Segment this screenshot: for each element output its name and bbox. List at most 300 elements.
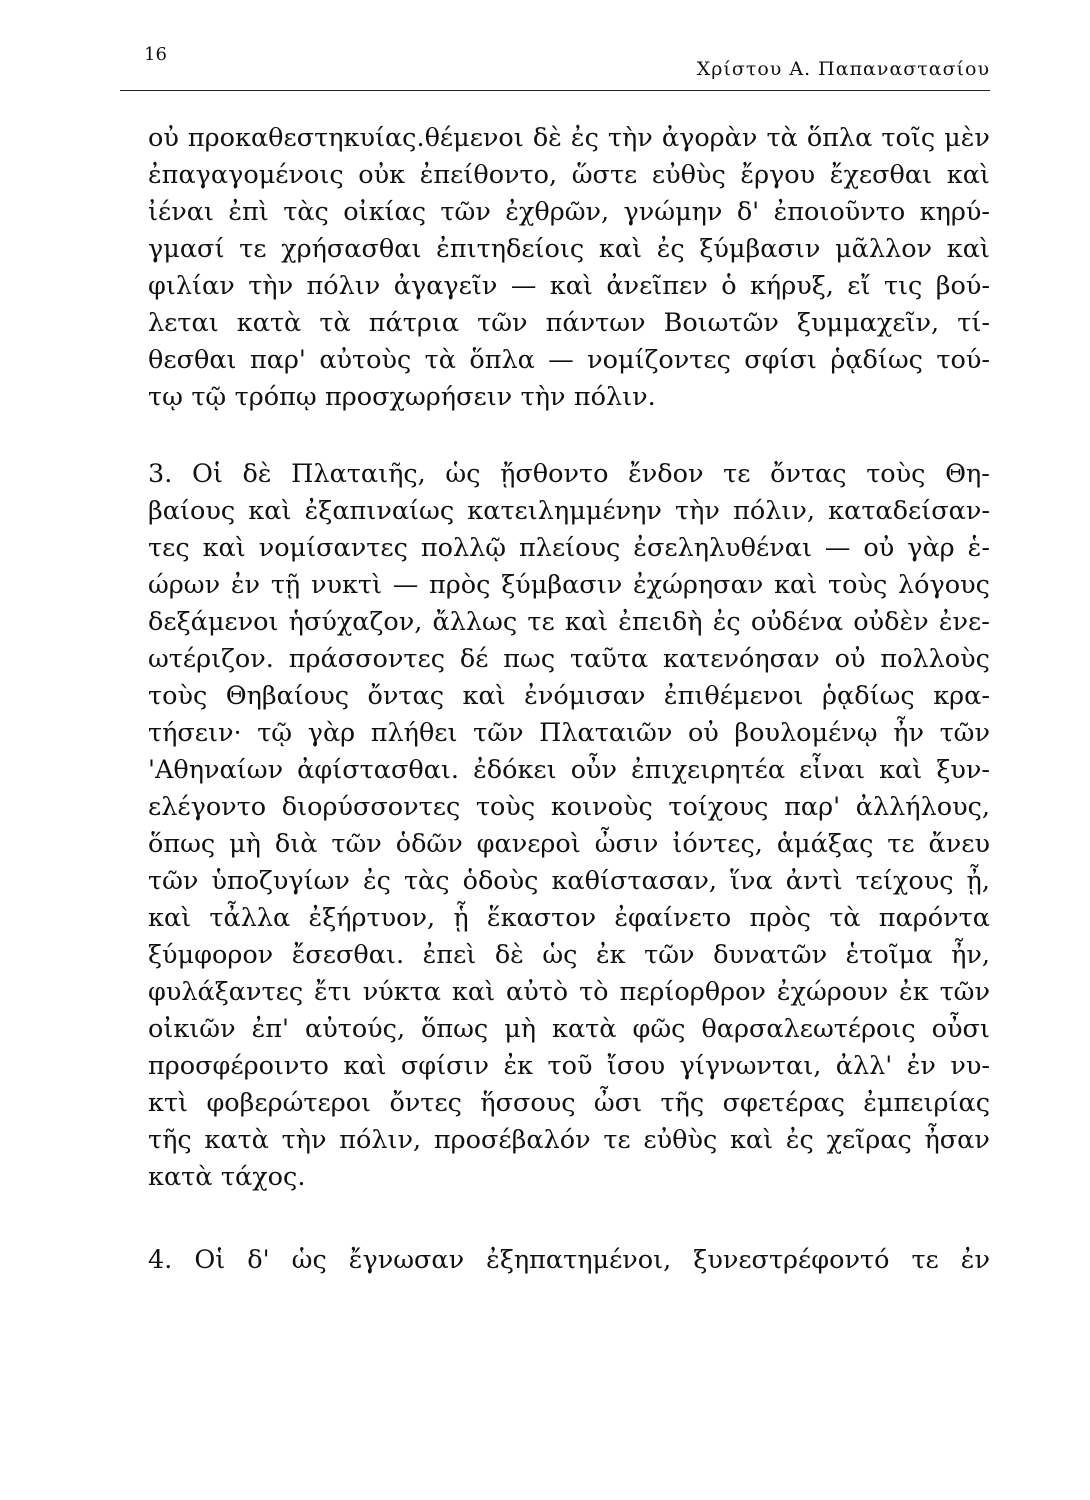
word: γὰρ: [907, 533, 955, 563]
word: προσέβαλόν: [433, 1125, 591, 1155]
word: κηρύ-: [919, 197, 990, 227]
text-line: [148, 379, 990, 416]
word: τὴν: [248, 271, 294, 301]
word: ἐς: [570, 123, 599, 153]
word: πόλιν,: [733, 496, 815, 526]
word: τὰ: [766, 123, 798, 153]
word: ἐνε-: [938, 607, 990, 637]
word: καὶ: [451, 977, 496, 1007]
word: ὦσιν: [594, 829, 659, 859]
word: ὡς: [542, 940, 578, 970]
word: ἐπείθοντο,: [419, 160, 558, 190]
word: ἐχώρουν: [776, 977, 889, 1007]
word: οὖν: [570, 755, 618, 785]
text-line: [148, 678, 990, 715]
word: τῶν: [644, 940, 695, 970]
word: ὁ: [721, 271, 737, 301]
word: 4.: [148, 1245, 173, 1275]
text-line: [148, 194, 990, 231]
word: ὡς: [445, 459, 481, 489]
paragraph: [148, 1242, 990, 1279]
word: χεῖρας: [826, 1125, 912, 1155]
word: ἔτι: [314, 977, 352, 1007]
word: κατενόησαν: [663, 644, 820, 674]
word: ἀνεῖπεν: [606, 271, 708, 301]
word: ἐνόμισαν: [524, 681, 646, 711]
text-line: [148, 157, 990, 194]
word: ἥσσους: [480, 1088, 576, 1118]
word: Πλαταιῶν: [539, 718, 673, 748]
word: κατὰ: [236, 308, 302, 338]
word: προσχωρήσειν: [325, 382, 513, 412]
paragraph-gap: [148, 416, 990, 456]
word: ὅπλα: [806, 123, 873, 153]
word: τὴν: [281, 1125, 327, 1155]
word: αὐτοὺς: [319, 345, 412, 375]
word: φοβερώτεροι: [206, 1088, 372, 1118]
word: τε: [723, 459, 751, 489]
word: ἑ-: [967, 533, 990, 563]
word: ᾔσθοντο: [500, 459, 609, 489]
word: ξύμβασιν: [699, 234, 821, 264]
word: δέ: [459, 644, 489, 674]
word: ἐσεληλυθέναι: [633, 533, 812, 563]
word: τοὺς: [148, 681, 208, 711]
word: ὁδοὺς: [462, 866, 539, 896]
word: διὰ: [274, 829, 318, 859]
word: ώρων: [148, 570, 221, 600]
word: νομίζοντες: [587, 345, 731, 375]
word: ἐξαπιναίως: [304, 496, 455, 526]
text-line: [148, 937, 990, 974]
word: καὶ: [598, 234, 643, 264]
word: τὰ: [829, 903, 861, 933]
word: τῇ: [270, 570, 301, 600]
paragraph: [148, 456, 990, 1196]
word: ἦσαν: [924, 1125, 990, 1155]
word: αὐτὸ: [505, 977, 569, 1007]
word: φανεροὶ: [476, 829, 581, 859]
word: κοινοὺς: [550, 792, 653, 822]
word: ἦν,: [951, 940, 990, 970]
word: τε: [603, 1125, 631, 1155]
word: γίγνωνται,: [679, 1051, 822, 1081]
word: θαρσαλεωτέροις: [701, 1014, 916, 1044]
word: τε: [527, 607, 555, 637]
word: ἕκαστον: [486, 903, 597, 933]
word: ἐπὶ: [228, 197, 269, 227]
word: ἐπιτηδείοις: [436, 234, 585, 264]
word: ἔγνωσαν: [348, 1245, 465, 1275]
word: 'Αθηναίων: [148, 755, 284, 785]
word: τού-: [936, 345, 990, 375]
word: ξύμβασιν: [501, 570, 623, 600]
word: ἐξηπατημένοι,: [486, 1245, 672, 1275]
word: τὸ: [579, 977, 609, 1007]
text-line: [148, 120, 990, 157]
word: ἐφαίνετο: [614, 903, 732, 933]
word: καταδείσαν-: [828, 496, 990, 526]
text-line: [148, 1048, 990, 1085]
word: πόλιν,: [339, 1125, 422, 1155]
word: δ': [247, 1245, 270, 1275]
word: ἀγορὰν: [661, 123, 758, 153]
paragraph: [148, 120, 990, 416]
word: τοῖς: [881, 123, 936, 153]
word: λεται: [148, 308, 219, 338]
word: πλήθει: [370, 718, 458, 748]
text-line: [148, 493, 990, 530]
word: Βοιωτῶν: [663, 308, 779, 338]
text-line: [148, 900, 990, 937]
word: κατὰ: [148, 1162, 213, 1192]
word: τὰ: [424, 345, 456, 375]
page-number: 16: [144, 44, 167, 65]
word: Οἱ: [191, 459, 223, 489]
word: ἐκ: [899, 977, 929, 1007]
text-line: [148, 342, 990, 379]
word: πάντων: [545, 308, 646, 338]
word: τί-: [957, 308, 990, 338]
text-line: [148, 1011, 990, 1048]
word: νυκτὶ: [310, 570, 383, 600]
word: ἰέναι: [148, 197, 214, 227]
word: ἐχθρῶν,: [505, 197, 610, 227]
word: πάτρια: [368, 308, 460, 338]
word: κατὰ: [204, 1125, 269, 1155]
word: οἰκίας: [343, 197, 427, 227]
word: καὶ: [148, 903, 192, 933]
word: σφίσιν: [400, 1051, 490, 1081]
word: εὐθὺς: [643, 1125, 718, 1155]
word: πόλιν.: [573, 382, 656, 412]
word: σφίσι: [744, 345, 817, 375]
word: ἔχεσθαι: [829, 160, 933, 190]
word: τοίχους: [668, 792, 769, 822]
word: τῶν: [939, 718, 990, 748]
word: ἐδόκει: [473, 755, 557, 785]
word: τῷ: [257, 718, 293, 748]
word: τὴν: [675, 496, 720, 526]
word: δυνατῶν: [713, 940, 828, 970]
word: καθίστασαν,: [551, 866, 717, 896]
word: προσφέροιντο: [148, 1051, 329, 1081]
word: κτὶ: [148, 1088, 189, 1118]
word: Οἱ: [194, 1245, 226, 1275]
word: ἀγαγεῖν: [393, 271, 498, 301]
word: οὐ: [148, 123, 179, 153]
word: ἀντὶ: [785, 866, 843, 896]
word: ἡσύχαζον,: [288, 607, 423, 637]
word: καὶ: [879, 755, 923, 785]
word: ἐπιχειρητέα: [631, 755, 786, 785]
word: πολλοὺς: [880, 644, 990, 674]
word: εἴ: [847, 271, 871, 301]
word: καὶ: [564, 607, 609, 637]
word: ἐν: [906, 1051, 936, 1081]
word: νομίσαντες: [258, 533, 408, 563]
word: παρ': [249, 345, 306, 375]
word: πολλῷ: [420, 533, 507, 563]
word: λόγους: [898, 570, 990, 600]
word: ῥᾳδίως: [830, 345, 923, 375]
word: ἔργου: [740, 160, 816, 190]
word: ἐν: [230, 570, 261, 600]
word: οὖσι: [931, 1014, 990, 1044]
word: γνώμην: [623, 197, 723, 227]
word: κρα-: [933, 681, 990, 711]
word: ωτέριζον.: [148, 644, 274, 674]
word: —: [392, 570, 419, 600]
word: ἄνευ: [928, 829, 990, 859]
text-line: [148, 1085, 990, 1122]
word: τῶν: [331, 829, 382, 859]
word: τοὺς: [475, 792, 536, 822]
text-line: [148, 231, 990, 268]
word: ἦν: [893, 718, 924, 748]
word: ἀλλήλους,: [855, 792, 990, 822]
word: ἑτοῖμα: [845, 940, 933, 970]
word: πράσσοντες: [288, 644, 445, 674]
word: κήρυξ,: [749, 271, 834, 301]
word: Θηβαίους: [225, 681, 350, 711]
word: οὐ: [687, 718, 719, 748]
word: τῶν: [477, 308, 528, 338]
word: ἔσεσθαι.: [291, 940, 405, 970]
word: βουλομένῳ: [734, 718, 878, 748]
word: ἐς: [362, 866, 391, 896]
word: διορύσσοντες: [281, 792, 461, 822]
word: ξύμφορον: [148, 940, 274, 970]
word: ἵνα: [729, 866, 773, 896]
word: καὶ: [248, 496, 292, 526]
word: ὑποζυγίων: [211, 866, 350, 896]
word: οὐκ: [358, 160, 406, 190]
word: τοὺς: [866, 459, 926, 489]
word: βαίους: [148, 496, 236, 526]
word: ἐπεὶ: [422, 940, 477, 970]
word: Θη-: [945, 459, 990, 489]
word: ταῦτα: [570, 644, 649, 674]
word: ἄλλως: [432, 607, 518, 637]
word: τις: [883, 271, 923, 301]
running-head: Χρίστου Α. Παπαναστασίου: [696, 58, 990, 80]
word: ἁμάξας: [776, 829, 874, 859]
text-line: [148, 863, 990, 900]
word: κατειλημμένην: [467, 496, 662, 526]
word: μᾶλλον: [835, 234, 933, 264]
word: πλείους: [519, 533, 621, 563]
word: τείχους: [855, 866, 954, 896]
word: μὴ: [229, 829, 261, 859]
word: καὶ: [343, 1051, 387, 1081]
word: ὅπλα: [469, 345, 535, 375]
word: ξυμμαχεῖν,: [796, 308, 940, 338]
word: θεσθαι: [148, 345, 237, 375]
text-line: [148, 826, 990, 863]
word: τε: [911, 1245, 939, 1275]
word: χρήσασθαι: [281, 234, 422, 264]
word: τῳ: [148, 382, 183, 412]
word: τὴν: [607, 123, 653, 153]
word: περίορθρον: [619, 977, 766, 1007]
word: οἰκιῶν: [148, 1014, 236, 1044]
word: —: [510, 271, 537, 301]
text-line: [148, 305, 990, 342]
word: ξυν-: [936, 755, 990, 785]
word: καὶ: [202, 533, 246, 563]
word: ἐς: [712, 607, 741, 637]
word: τῷ: [191, 382, 227, 412]
word: γὰρ: [307, 718, 356, 748]
word: Πλαταιῆς,: [291, 459, 426, 489]
word: καὶ: [729, 1125, 774, 1155]
word: φῶς: [632, 1014, 686, 1044]
word: τῶν: [440, 197, 491, 227]
word: δὲ: [532, 123, 562, 153]
word: ὅπως: [421, 1014, 489, 1044]
word: οὐδὲν: [853, 607, 929, 637]
word: παρ': [784, 792, 841, 822]
word: τὰς: [403, 866, 450, 896]
word: τε: [887, 829, 915, 859]
word: ξυνεστρέφοντό: [693, 1245, 890, 1275]
word: δὲ: [242, 459, 272, 489]
word: ἐχώρησαν: [632, 570, 764, 600]
word: πρὸς: [749, 903, 811, 933]
word: φυλάξαντες: [148, 977, 304, 1007]
word: ἐς: [656, 234, 685, 264]
word: κατὰ: [552, 1014, 617, 1044]
word: ἐποιοῦντο: [773, 197, 906, 227]
word: ἐπιθέμενοι: [663, 681, 804, 711]
word: τὰ: [319, 308, 351, 338]
text-line: [148, 567, 990, 604]
word: βού-: [935, 271, 990, 301]
text-line: [148, 1159, 990, 1196]
text-line: [148, 789, 990, 826]
word: τὰς: [283, 197, 329, 227]
page-header: [120, 40, 990, 91]
word: —: [824, 533, 851, 563]
word: ἔνδον: [628, 459, 704, 489]
word: τάχος.: [220, 1162, 306, 1192]
word: πρὸς: [429, 570, 491, 600]
word: εὐθὺς: [651, 160, 726, 190]
word: τῆς: [148, 1125, 192, 1155]
word: ῥᾳδίως: [822, 681, 915, 711]
text-line: [148, 604, 990, 641]
word: 3.: [148, 459, 173, 489]
word: ἐμπειρίας: [863, 1088, 990, 1118]
word: νυ-: [950, 1051, 990, 1081]
word: αὐτούς,: [304, 1014, 406, 1044]
word: τῆς: [660, 1088, 705, 1118]
word: ἐς: [785, 1125, 814, 1155]
word: δεξάμενοι: [148, 607, 279, 637]
word: ἐκ: [596, 940, 626, 970]
word: παρόντα: [878, 903, 990, 933]
text-line: [148, 752, 990, 789]
text-line: [148, 974, 990, 1011]
text-line: [148, 1242, 990, 1279]
word: ἐπειδὴ: [618, 607, 703, 637]
word: οὐ: [863, 533, 895, 563]
word: τὴν: [520, 382, 566, 412]
word: ἐπαγαγομένοις: [148, 160, 344, 190]
word: ὦσι: [593, 1088, 643, 1118]
word: ἀφίστασθαι.: [297, 755, 460, 785]
word: φιλίαν: [148, 271, 235, 301]
word: ἐκ: [503, 1051, 534, 1081]
word: πως: [503, 644, 556, 674]
word: δὲ: [494, 940, 524, 970]
word: τήσειν·: [148, 718, 242, 748]
text-line: [148, 456, 990, 493]
text-line: [148, 641, 990, 678]
word: μὴ: [504, 1014, 537, 1044]
word: ελέγοντο: [148, 792, 267, 822]
word: καὶ: [549, 271, 593, 301]
text-line: [148, 268, 990, 305]
word: —: [548, 345, 574, 375]
word: ὥστε: [571, 160, 638, 190]
word: νύκτα: [362, 977, 441, 1007]
word: ὅπως: [148, 829, 216, 859]
word: οὐ: [834, 644, 866, 674]
word: τρόπῳ: [234, 382, 317, 412]
word: δ': [736, 197, 760, 227]
word: τες: [148, 533, 190, 563]
word: προκαθεστηκυίας.θέμενοι: [187, 123, 524, 153]
word: ὄντες: [389, 1088, 462, 1118]
word: ὄντας: [367, 681, 444, 711]
word: καὶ: [946, 234, 990, 264]
word: ἐξήρτυον,: [308, 903, 436, 933]
word: οὐδένα: [750, 607, 844, 637]
word: καὶ: [774, 570, 818, 600]
word: γμασί: [148, 234, 225, 264]
body-text: [148, 120, 990, 1279]
word: καὶ: [946, 160, 990, 190]
word: ᾗ: [453, 903, 469, 933]
word: ὁδῶν: [395, 829, 463, 859]
paragraph-gap: [148, 1196, 990, 1242]
word: σφετέρας: [722, 1088, 845, 1118]
word: καὶ: [462, 681, 506, 711]
text-line: [148, 1122, 990, 1159]
text-line: [148, 715, 990, 752]
word: ἐπ': [251, 1014, 290, 1044]
word: εἶναι: [799, 755, 866, 785]
word: ὡς: [291, 1245, 327, 1275]
word: ἴσου: [606, 1051, 666, 1081]
word: τοῦ: [547, 1051, 593, 1081]
word: τοὺς: [827, 570, 888, 600]
word: τῶν: [473, 718, 524, 748]
word: τἆλλα: [209, 903, 291, 933]
word: ἐν: [960, 1245, 990, 1275]
word: πόλιν: [306, 271, 381, 301]
word: ἀλλ': [835, 1051, 893, 1081]
word: τῶν: [939, 977, 990, 1007]
word: τῶν: [148, 866, 199, 896]
word: ὄντας: [770, 459, 847, 489]
word: μὲν: [944, 123, 990, 153]
word: ἰόντες,: [672, 829, 763, 859]
word: τε: [239, 234, 267, 264]
text-line: [148, 530, 990, 567]
